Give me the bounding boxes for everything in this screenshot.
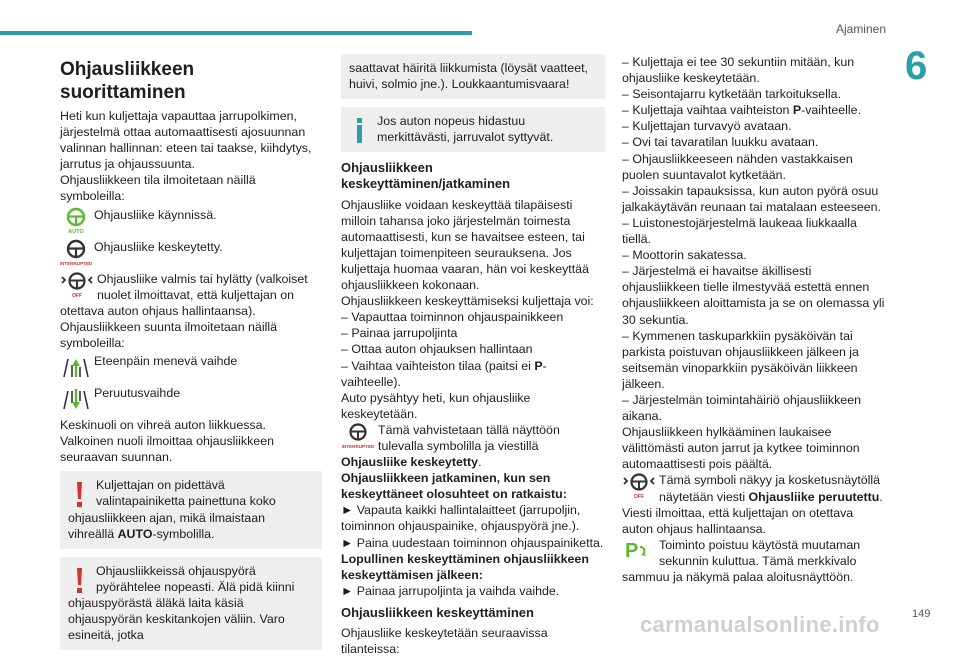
column-3: [622, 54, 886, 585]
list-item: – Vaihtaa vaihteiston tilaa (paitsi ei P-vaihteelle).: [341, 358, 547, 389]
paragraph: Tämä vahvistetaan tällä näyttöön tulevalla symbolilla ja viestillä: [378, 422, 560, 453]
list-item: – Järjestelmä ei havaitse äkillisesti ohjausliikkeen tielle ilmestyvää estettä ennen ohjausliikkeen aloittamista ja se on olemassa yli 30 sekuntia.: [622, 264, 885, 327]
symbol-row-off: [60, 271, 322, 319]
list-item: – Moottorin sakatessa.: [622, 248, 747, 263]
paragraph: Ohjausliikkeen hylkääminen laukaisee välittömästi auton jarrut ja kytkee toiminnon automaattisesti pois päältä.: [622, 425, 860, 472]
paragraph: Ohjausliikkeen tila ilmoitetaan näillä symboleilla:: [60, 173, 256, 204]
column-1: [60, 54, 322, 658]
warning-box-continued: [341, 54, 605, 99]
off-icon-label: OFF: [72, 292, 82, 299]
paragraph: Ohjausliikkeen suunta ilmoitetaan näillä symboleilla:: [60, 319, 277, 350]
section-title: Ajaminen: [835, 22, 886, 36]
paragraph: Ohjausliikkeen keskeyttämiseksi kuljettaja voi:: [341, 294, 594, 309]
warning-text: Kuljettajan on pidettävä valintapainiketta painettuna koko ohjausliikkeen ajan, mikä ilmaistaan vihreällä: [68, 478, 276, 541]
list-item: – Luistonestojärjestelmä laukeaa liukkaalla tiellä.: [622, 215, 857, 247]
warning-exclamation-icon: [68, 479, 90, 509]
warning-text-bold: AUTO: [117, 526, 153, 541]
paragraph: Heti kun kuljettaja vapauttaa jarrupolkimen, järjestelmä ottaa automaattisesti ajosuunnan valinnan hallinnan: eteen tai taakse, kiihdytys, jarrutus ja ohjaussuunta.: [60, 109, 312, 172]
warning-text: saattavat häiritä liikkumista (löysät vaatteet, huivi, solmio jne.). Loukkaantumisvaara!: [349, 61, 588, 92]
symbol-description: Peruutusvaihde: [94, 386, 181, 401]
warning-exclamation-icon: [68, 565, 90, 595]
symbol-description: Ohjausliike käynnissä.: [94, 207, 217, 222]
forward-gear-arrow-icon: [60, 353, 92, 381]
warning-box: [60, 557, 322, 650]
interrupted-icon-label: INTERRUPTED: [341, 443, 375, 449]
symbol-description: Ohjausliike valmis tai hylätty (valkoiset nuolet ilmoittavat, että kuljettajan on otettava auton ohjaus hallintaansa).: [60, 271, 308, 318]
steering-wheel-interrupted-icon: [341, 422, 375, 450]
steering-wheel-off-icon: [60, 271, 94, 299]
list-item: – Seisontajarru kytketään tarkoituksella.: [622, 87, 842, 102]
symbol-row-forward: [60, 353, 322, 381]
section-heading: Ohjausliikkeen suorittaminen: [60, 59, 195, 103]
warning-text: -symbolilla.: [152, 526, 215, 541]
list-item: – Ohjausliikkeeseen nähden vastakkaisen puolen suuntavalot kytketään.: [622, 151, 853, 182]
info-icon: [349, 115, 371, 145]
symbol-row-interrupted: [60, 239, 322, 267]
list-item: – Kuljettaja vaihtaa vaihteiston P-vaihteelle.: [622, 103, 862, 118]
watermark: carmanualsonline.info: [640, 612, 880, 637]
park-assist-indicator-icon: [622, 537, 656, 565]
list-item: – Kuljettajan turvavyö avataan.: [622, 119, 792, 134]
info-text: Jos auton nopeus hidastuu merkittävästi, jarruvalot syttyvät.: [377, 114, 554, 145]
svg-text:P: P: [625, 539, 639, 562]
warning-box: [60, 471, 322, 548]
subheading: Ohjausliikkeen jatkaminen, kun sen keskeyttäneet olosuhteet on ratkaistu:: [341, 471, 567, 502]
paragraph: Toiminto poistuu käytöstä muutaman sekunnin kuluttua. Tämä merkkivalo sammuu ja näkymä palaa aloitusnäyttöön.: [622, 537, 861, 584]
interrupted-icon-label: INTERRUPTED: [60, 260, 92, 266]
chapter-number: 6: [905, 44, 928, 88]
column-2: [341, 54, 605, 657]
step-item: ► Paina uudestaan toiminnon ohjauspainiketta.: [341, 535, 604, 550]
auto-icon-label: AUTO: [68, 228, 84, 235]
symbol-row-interrupted-confirm: INTERRUPTED Tämä vahvistetaan tällä näyttöön tulevalla symbolilla ja viestillä Ohjausliike keskeytetty.: [341, 422, 560, 470]
symbol-row-park-assist: [622, 537, 886, 585]
list-item: – Kuljettaja ei tee 30 sekuntiin mitään, kun ohjausliike keskeytetään.: [622, 55, 855, 86]
info-box: [341, 107, 605, 152]
header-accent-bar: [0, 31, 472, 35]
paragraph: Ohjausliike keskeytetään seuraavissa tilanteissa:: [341, 626, 548, 657]
list-item: – Vapauttaa toiminnon ohjauspainikkeen: [341, 310, 564, 325]
paragraph: Auto pysähtyy heti, kun ohjausliike keskeytetään.: [341, 390, 531, 421]
paragraph: Viesti ilmoittaa, että kuljettajan on otettava auton ohjaus hallintaansa.: [622, 505, 854, 536]
subheading: Ohjausliikkeen keskeyttäminen/jatkaminen: [341, 160, 511, 192]
list-item: – Kymmenen taskuparkkiin pysäköivän tai parkista poistuvan ohjausliikkeen jälkeen ja seitsemän vinoparkkiin pysäköivän liikkeen jälkeen.: [622, 328, 859, 391]
step-item: ► Vapauta kaikki hallintalaitteet (jarrupoljin, toiminnon ohjauspainike, ohjauspyörä jne.).: [341, 503, 581, 534]
steering-wheel-interrupted-icon: [60, 239, 92, 267]
symbol-row-auto: [60, 207, 322, 235]
warning-text: Ohjausliikkeissä ohjauspyörä pyörähtelee nopeasti. Älä pidä kiinni ohjauspyörästä äläkä laita käsiä ohjauspyörän keskitankojen väliin. Varo esineitä, jotka: [68, 563, 295, 643]
reverse-gear-arrow-icon: [60, 385, 92, 413]
list-item: – Painaa jarrupoljinta: [341, 326, 458, 341]
paragraph: Tämä symboli näkyy ja kosketusnäytöllä näytetään viesti: [659, 473, 881, 504]
subheading: Lopullinen keskeyttäminen ohjausliikkeen keskeyttämisen jälkeen:: [341, 551, 589, 582]
symbol-description: Eteenpäin menevä vaihde: [94, 354, 238, 369]
steering-wheel-off-icon: [622, 472, 656, 500]
steering-wheel-auto-icon: [60, 207, 92, 235]
list-item: – Ottaa auton ohjauksen hallintaan: [341, 342, 533, 357]
page-number: 149: [912, 608, 931, 620]
paragraph: Keskinuoli on vihreä auton liikkuessa. Valkoinen nuoli ilmoittaa ohjausliikkeen seuraavan suunnan.: [60, 418, 274, 465]
message-name: Ohjausliike keskeytetty: [341, 455, 479, 470]
list-item: – Joissakin tapauksissa, kun auton pyörä osuu jalkakäytävän reunaan tai matalaan esteeseen.: [622, 183, 881, 214]
off-icon-label: OFF: [634, 494, 644, 501]
subheading: Ohjausliikkeen keskeyttäminen: [341, 604, 534, 620]
symbol-description: Ohjausliike keskeytetty.: [94, 239, 223, 254]
list-item: – Järjestelmän toimintahäiriö ohjausliikkeen aikana.: [622, 392, 861, 424]
symbol-row-off-cancelled: OFF Tämä symboli näkyy ja kosketusnäytöllä näytetään viesti Ohjausliike peruutettu.: [622, 472, 886, 504]
list-item: – Ovi tai tavaratilan luukku avataan.: [622, 135, 819, 150]
step-item: ► Painaa jarrupoljinta ja vaihda vaihde.: [341, 583, 560, 598]
paragraph: Ohjausliike voidaan keskeyttää tilapäisesti milloin tahansa joko järjestelmän toimesta automaattisesti, kun se havaitsee esteen, tai kuljettajan toimenpiteen seurauksena. Jos kuljettaja huomaa vaaran, hän voi keskeyttää ohjausliikkeen kokonaan.: [341, 197, 589, 293]
message-name: Ohjausliike peruutettu: [748, 489, 880, 504]
symbol-row-reverse: [60, 385, 322, 413]
